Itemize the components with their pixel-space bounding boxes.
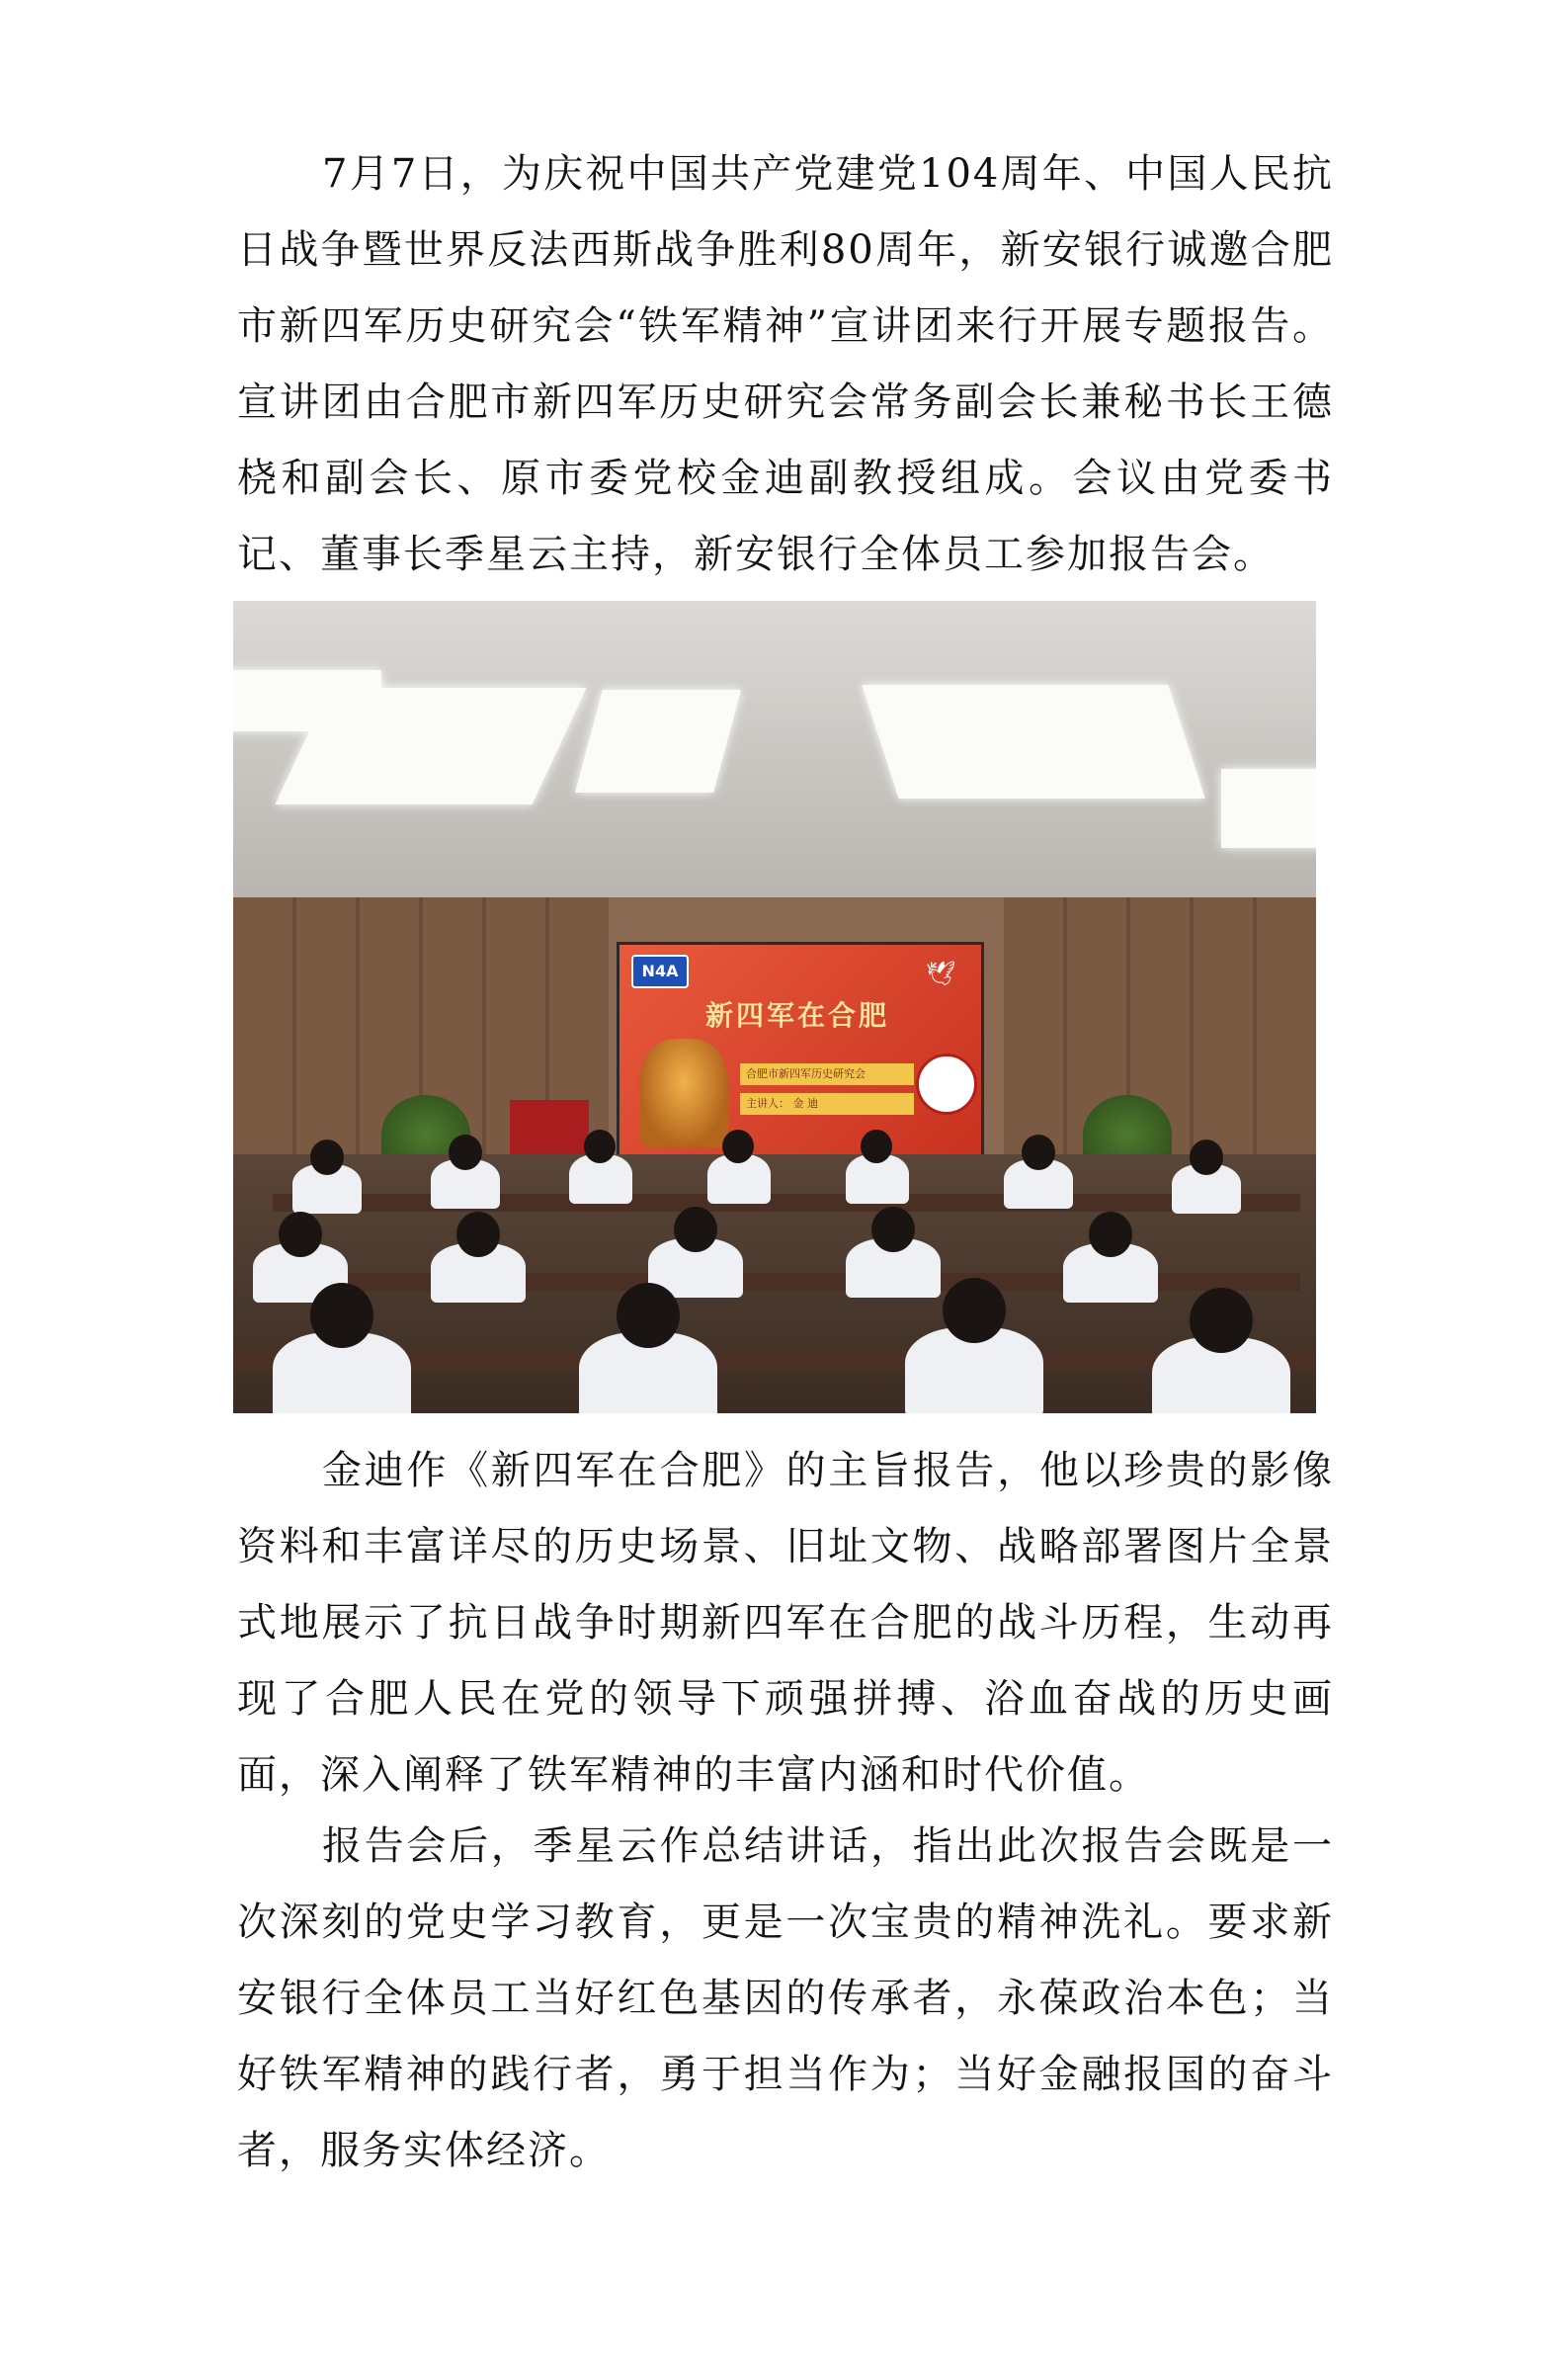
paragraph-summary: 报告会后，季星云作总结讲话，指出此次报告会既是一次深刻的党史学习教育，更是一次宝贵的精神洗礼。要求新安银行全体员工当好红色基因的传承者，永葆政治本色；当好铁军精神的践行者，勇于担当作为；当好金融报国的奋斗者，服务实体经济。 [237, 1823, 1334, 2173]
attendee-head [1190, 1140, 1223, 1175]
dove-icon: 🕊 [926, 960, 956, 987]
attendee-head [584, 1130, 616, 1163]
attendee-head [871, 1207, 915, 1252]
attendee-head [449, 1135, 482, 1170]
ceiling-light [275, 688, 586, 804]
paragraph-report: 金迪作《新四军在合肥》的主旨报告，他以珍贵的影像资料和丰富详尽的历史场景、旧址文物、战略部署图片全景式地展示了抗日战争时期新四军在合肥的战斗历程，生动再现了合肥人民在党的领导下顽强拼搏、浴血奋战的历史画面，深入阐释了铁军精神的丰富内涵和时代价值。 [237, 1448, 1334, 1798]
desk-row [273, 1194, 1300, 1212]
screen-title: 新四军在合肥 [704, 999, 889, 1032]
attendee-head [674, 1207, 717, 1252]
paragraph-intro: 7月7日，为庆祝中国共产党建党104周年、中国人民抗日战争暨世界反法西斯战争胜利80周年，新安银行诚邀合肥市新四军历史研究会“铁军精神”宣讲团来行开展专题报告。宣讲团由合肥市新四军历史研究会常务副会长兼秘书长王德桡和副会长、原市委党校金迪副教授组成。会议由党委书记、董事长季星云主持，新安银行全体员工参加报告会。 [237, 151, 1334, 577]
attendee-head [722, 1130, 754, 1163]
attendee-head [617, 1283, 680, 1348]
screen-speaker: 主讲人： 金 迪 [740, 1093, 914, 1115]
attendee-head [456, 1212, 500, 1257]
attendee-head [279, 1212, 322, 1257]
attendee-head [310, 1140, 344, 1175]
attendee-head [1089, 1212, 1132, 1257]
attendee-head [1190, 1288, 1253, 1353]
meeting-photo [233, 601, 1316, 1413]
ceiling-light [1221, 769, 1316, 848]
attendee-head [310, 1283, 373, 1348]
projection-screen [617, 942, 984, 1161]
emblem-icon [916, 1054, 977, 1115]
screen-org: 合肥市新四军历史研究会 [740, 1063, 914, 1085]
n4a-logo: N4A [631, 955, 689, 988]
lion-statue-image [639, 1039, 728, 1147]
attendee-head [943, 1278, 1006, 1343]
attendee-head [1022, 1135, 1055, 1170]
ceiling-light [575, 690, 741, 793]
ceiling-light [862, 685, 1204, 799]
attendee-head [861, 1130, 892, 1163]
